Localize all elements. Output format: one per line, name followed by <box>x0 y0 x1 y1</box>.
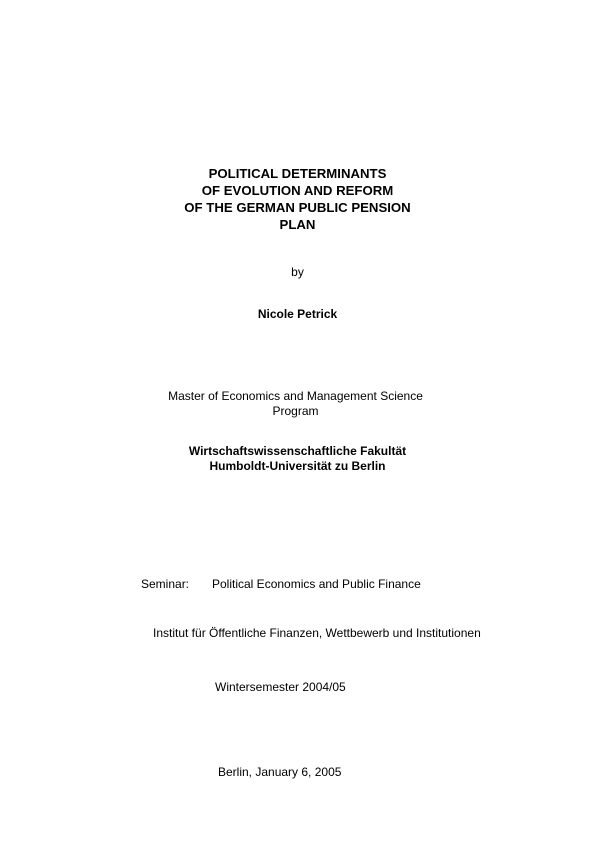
program-line-1: Master of Economics and Management Science <box>168 389 423 403</box>
title-line: PLAN <box>279 217 316 232</box>
seminar-label: Seminar: <box>141 577 190 591</box>
title-line: OF THE GERMAN PUBLIC PENSION <box>184 200 411 215</box>
by-label: by <box>291 265 304 279</box>
institute-name: Institut für Öffentliche Finanzen, Wettbewerb und Institutionen <box>153 626 481 640</box>
title-line: OF EVOLUTION AND REFORM <box>201 183 394 198</box>
place-and-date: Berlin, January 6, 2005 <box>218 765 342 779</box>
seminar-value: Political Economics and Public Finance <box>212 577 421 591</box>
program-line-2: Program <box>272 404 319 418</box>
faculty-line-2: Humboldt-Universität zu Berlin <box>209 459 386 473</box>
title-line: POLITICAL DETERMINANTS <box>208 166 387 181</box>
document-title <box>0 165 595 233</box>
author-name: Nicole Petrick <box>257 307 338 321</box>
semester: Wintersemester 2004/05 <box>215 680 346 694</box>
faculty-line-1: Wirtschaftswissenschaftliche Fakultät <box>188 444 407 458</box>
